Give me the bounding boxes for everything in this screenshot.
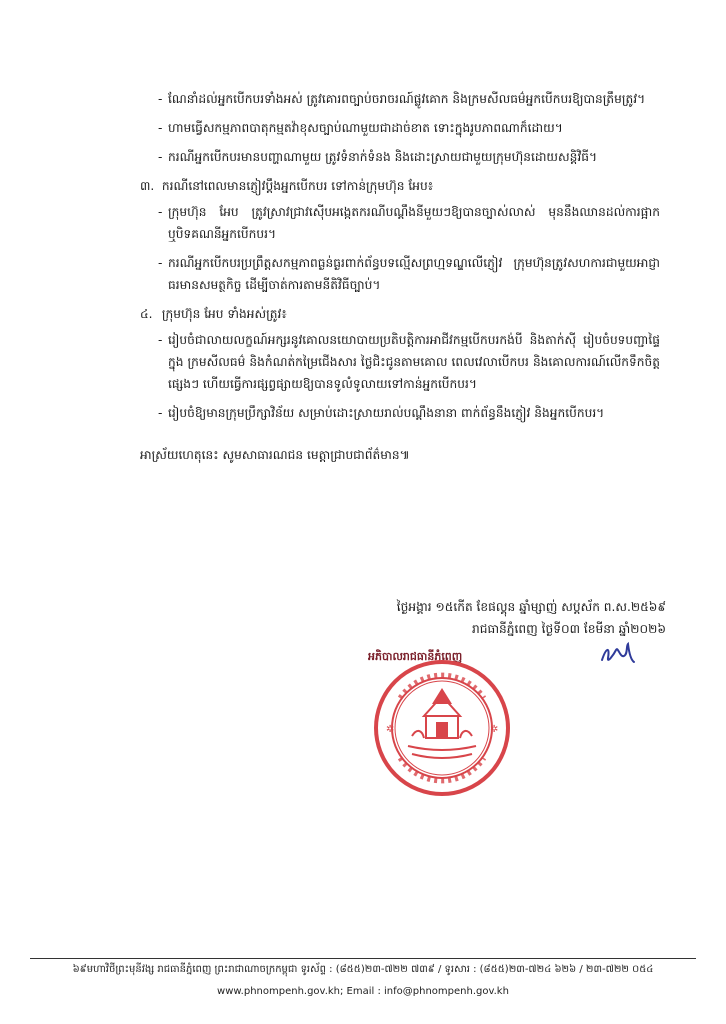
date-block: [336, 596, 666, 640]
section-number: ៤.: [140, 307, 153, 321]
footer-divider: [30, 958, 696, 959]
section-number: ៣.: [140, 179, 155, 193]
signer-title: អភិបាលរាជធានីភ្នំពេញ: [368, 650, 463, 663]
bullet-text: ក្រុមហ៊ុន អែប ត្រូវស្រាវជ្រាវស៊ើបអង្កេតករណីបណ្តឹងនីមួយៗឱ្យបានច្បាស់លាស់ មុននឹងឈានដល់ការផ្អាក ឬបិទគណនីអ្នកបើកបរ។: [168, 205, 660, 241]
email-link[interactable]: info@phnompenh.gov.kh: [384, 986, 509, 997]
bullet-dash: -: [158, 121, 163, 135]
lunar-date: ថ្ងៃអង្គារ ១៥កើត ខែផល្គុន ឆ្នាំម្សាញ់ សប្តស័ក ព.ស.២៥៦៩: [396, 600, 666, 614]
official-seal-icon: [372, 658, 512, 798]
bullet-dash: -: [158, 205, 163, 219]
website-link[interactable]: www.phnompenh.gov.kh: [217, 986, 340, 997]
bullet-dash: -: [158, 256, 163, 270]
bullet-item: [140, 88, 660, 110]
svg-text:✲: ✲: [386, 724, 395, 735]
bullet-item: [140, 201, 660, 245]
section-title: ក្រុមហ៊ុន អែប ទាំងអស់ត្រូវ៖: [161, 307, 287, 321]
bullet-dash: -: [158, 406, 163, 420]
document-body: [140, 88, 660, 466]
bullet-text: រៀបចំជាលាយលក្ខណ៍អក្សរនូវគោលនយោបាយប្រតិបត្តិការអាជីវកម្មបើកបរកង់បី និងតាក់ស៊ី រៀបចំបទបញ្ជាផ្ទៃក្នុង ក្រមសីលធម៌ និងកំណត់កម្រៃជើងសារ ថ្លៃជិះជូនតាមគោល ពេលវេលាបើកបរ និងគោលការណ៍លើកទឹកចិត្តផ្សេងៗ ហើយធ្វើការផ្សព្វផ្សាយឱ្យបានទូលំទូលាយទៅកាន់អ្នកបើកបរ។: [168, 333, 660, 391]
bullet-item: [140, 117, 660, 139]
email-label: ; Email :: [340, 986, 385, 997]
bullet-item: [140, 146, 660, 168]
footer-address: ៦៩មហាវិថីព្រះមុនីវង្ស រាជធានីភ្នំពេញ ព្រះរាជាណាចក្រកម្ពុជា ទូរស័ព្ទ : (៨៥៥)២៣-៧២២ ៧៣៩ / ទូរសារ : (៨៥៥)២៣-៧២៤ ៦២៦ / ២៣-៧២២ ០៥៤: [72, 964, 654, 975]
bullet-dash: -: [158, 92, 163, 106]
section-3-heading: [140, 175, 660, 197]
section-title: ករណីនៅពេលមានភ្ញៀវប្តឹងអ្នកបើកបរ ទៅកាន់ក្រុមហ៊ុន អែប៖: [161, 179, 434, 193]
solar-date: រាជធានីភ្នំពេញ ថ្ងៃទី០៣ ខែមីនា ឆ្នាំ២០២៦: [471, 622, 666, 636]
bullet-text: ករណីអ្នកបើកបរប្រព្រឹត្តសកម្មភាពធ្ងន់ធ្ងរពាក់ព័ន្ធបទល្មើសព្រហ្មទណ្ឌលើភ្ញៀវ ក្រុមហ៊ុនត្រូវសហការជាមួយអាជ្ញាធរមានសមត្ថកិច្ច ដើម្បីចាត់ការតាមនីតិវិធីច្បាប់។: [168, 256, 660, 292]
footer-contact: [0, 984, 726, 1000]
section-4-heading: [140, 303, 660, 325]
bullet-item: [140, 252, 660, 296]
bullet-dash: -: [158, 150, 163, 164]
bullet-dash: -: [158, 333, 163, 347]
signature-mark: [598, 640, 638, 670]
svg-text:✲: ✲: [490, 724, 499, 735]
closing-statement: អាស្រ័យហេតុនេះ សូមសាធារណជន មេត្តាជ្រាបជាព័ត៌មាន៕: [140, 448, 410, 462]
bullet-item: [140, 402, 660, 424]
bullet-item: [140, 329, 660, 395]
bullet-text: ណែនាំដល់អ្នកបើកបរទាំងអស់ ត្រូវគោរពច្បាប់ចរាចរណ៍ផ្លូវគោក និងក្រមសីលធម៌អ្នកបើកបរឱ្យបានត្រឹមត្រូវ។: [168, 92, 646, 106]
bullet-text: ករណីអ្នកបើកបរមានបញ្ហាណាមួយ ត្រូវទំនាក់ទំនង និងដោះស្រាយជាមួយក្រុមហ៊ុនដោយសន្តិវិធី។: [168, 150, 598, 164]
bullet-text: រៀបចំឱ្យមានក្រុមប្រឹក្សាវិន័យ សម្រាប់ដោះស្រាយរាល់បណ្តឹងនានា ពាក់ព័ន្ធនឹងភ្ញៀវ និងអ្នកបើកបរ។: [168, 406, 605, 420]
bullet-text: ហាមធ្វើសកម្មភាពបាតុកម្មតវ៉ាខុសច្បាប់ណាមួយជាដាច់ខាត ទោះក្នុងរូបភាពណាក៏ដោយ។: [168, 121, 563, 135]
